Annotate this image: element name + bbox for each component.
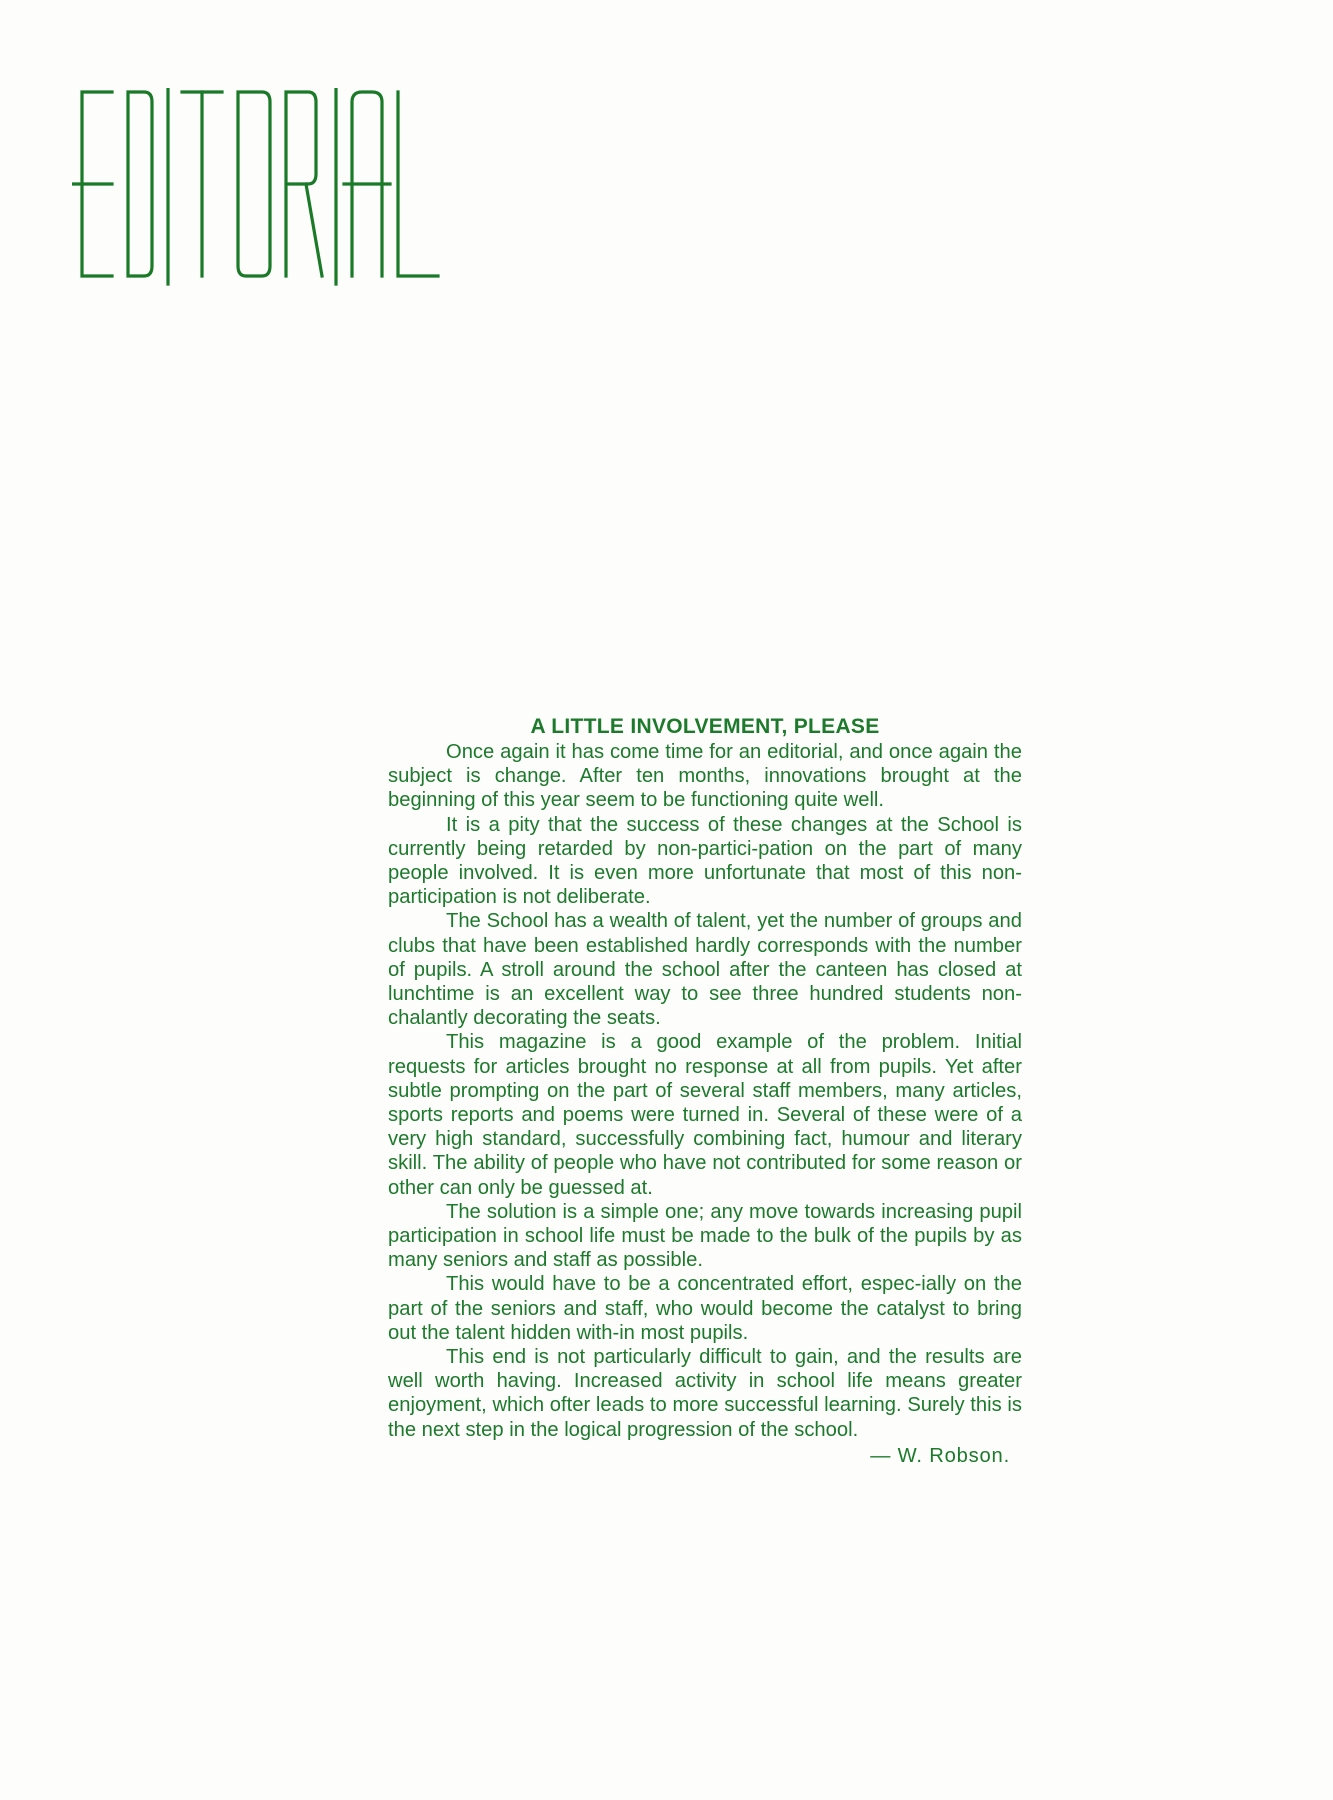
article-paragraph: It is a pity that the success of these changes at the School is currently being retarded by non-partici-pation on the part of many people involved. It is even more unfortunate that most of this non-participation is not deliberate. xyxy=(388,813,1022,909)
editorial-article xyxy=(388,714,1022,1468)
editorial-logotype xyxy=(72,88,472,288)
article-paragraph: This would have to be a concentrated effort, espec-ially on the part of the seniors and staff, who would become the catalyst to bring out the talent hidden with-in most pupils. xyxy=(388,1273,1022,1344)
article-paragraph: The School has a wealth of talent, yet the number of groups and clubs that have been established hardly corresponds with the number of pupils. A stroll around the school after the canteen has closed at lunchtime is an excellent way to see three hundred students non-chalantly decorating the seats. xyxy=(388,910,1022,1030)
masthead-title xyxy=(72,88,73,89)
article-paragraph: This end is not particularly difficult to gain, and the results are well worth having. Increased activity in school life means greater enjoyment, which ofter leads to more successful learning. Surely this is the next step in the logical progression of the school. xyxy=(388,1346,1022,1441)
article-headline: A LITTLE INVOLVEMENT, PLEASE xyxy=(530,715,880,738)
article-paragraph: Once again it has come time for an editorial, and once again the subject is change. After ten months, innovations brought at the beginning of this year seem to be functioning quite well. xyxy=(388,741,1022,812)
article-paragraph: This magazine is a good example of the problem. Initial requests for articles brought no response at all from pupils. Yet after subtle prompting on the part of several staff members, many articles, sports reports and poems were turned in. Several of these were of a very high standard, successfully combining fact, humour and literary skill. The ability of people who have not contributed for some reason or other can only be guessed at. xyxy=(388,1031,1022,1199)
article-paragraph: The solution is a simple one; any move towards increasing pupil participation in school life must be made to the bulk of the pupils by as many seniors and staff as possible. xyxy=(388,1200,1022,1272)
editorial-masthead xyxy=(72,88,472,288)
author-byline: — W. Robson. xyxy=(870,1444,1010,1467)
